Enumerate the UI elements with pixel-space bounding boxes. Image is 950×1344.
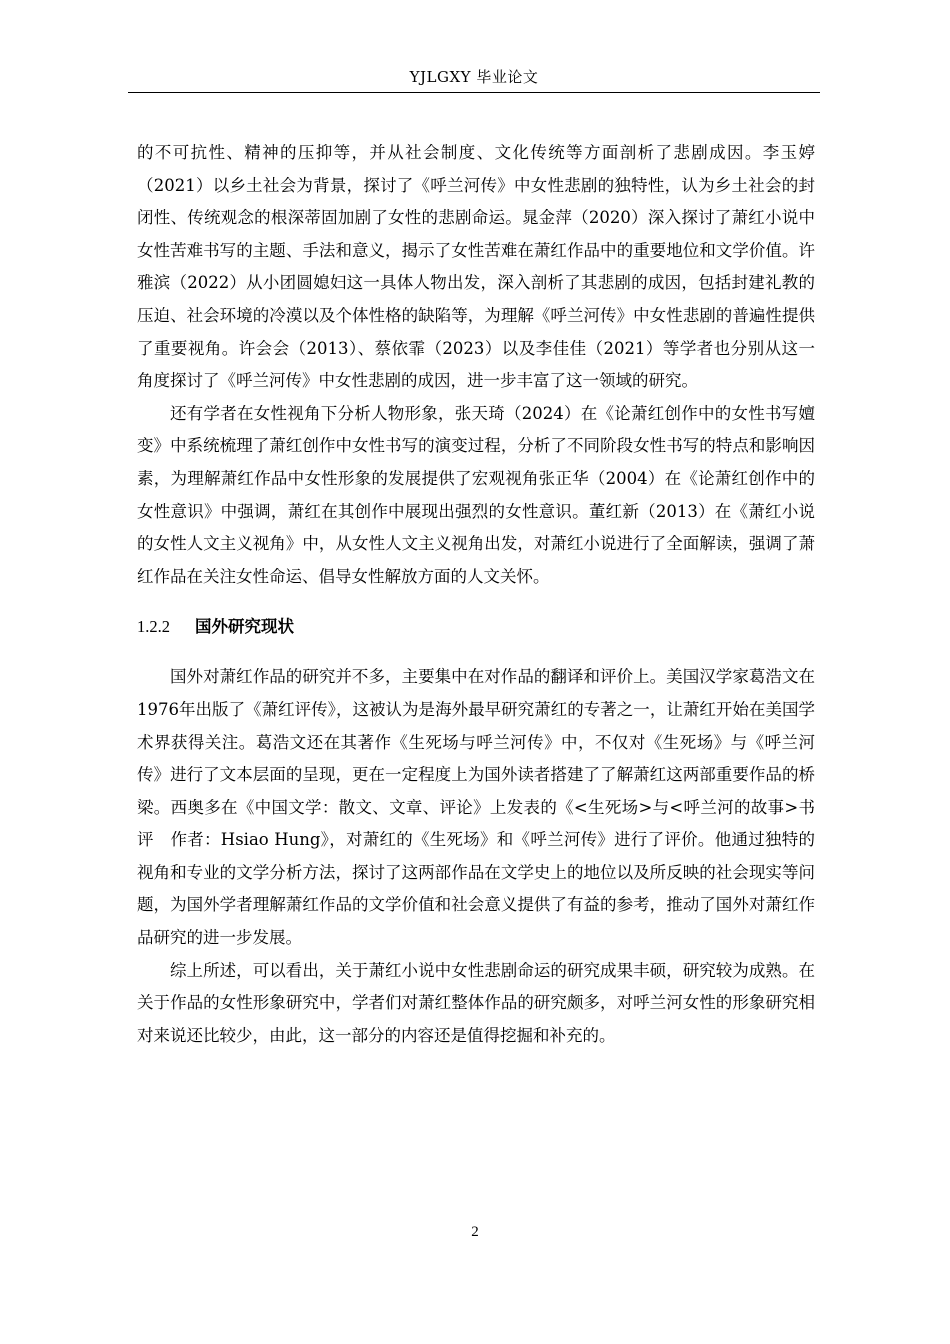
header-title: YJLGXY 毕业论文 <box>409 68 539 86</box>
page-header <box>128 62 820 93</box>
body-paragraph: 综上所述，可以看出，关于萧红小说中女性悲剧命运的研究成果丰硕，研究较为成熟。在关于作品的女性形象研究中，学者们对萧红整体作品的研究颇多，对呼兰河女性的形象研究相对来说还比较少，由此，这一部分的内容还是值得挖掘和补充的。 <box>137 960 815 1045</box>
section-heading <box>137 612 815 642</box>
page-number: 2 <box>471 1224 479 1240</box>
section-number: 1.2.2 <box>137 617 170 637</box>
body-paragraph: 国外对萧红作品的研究并不多，主要集中在对作品的翻译和评价上。美国汉学家葛浩文在1976年出版了《萧红评传》，这被认为是海外最早研究萧红的专著之一，让萧红开始在美国学术界获得关注。葛浩文还在其著作《生死场与呼兰河传》中，不仅对《生死场》与《呼兰河传》进行了文本层面的呈现，更在一定程度上为国外读者搭建了了解萧红这两部重要作品的桥梁。西奥多在《中国文学：散文、文章、评论》上发表的《<生死场>与<呼兰河的故事>书评 作者：Hsiao Hung》，对萧红的《生死场》和《呼兰河传》进行了评价。他通过独特的视角和专业的文学分析方法，探讨了这两部作品在文学史上的地位以及所反映的社会现实等问题，为国外学者理解萧红作品的文学价值和社会意义提供了有益的参考，推动了国外对萧红作品研究的进一步发展。 <box>137 667 815 948</box>
section-title: 国外研究现状 <box>195 617 294 637</box>
body-paragraph: 还有学者在女性视角下分析人物形象，张天琦（2024）在《论萧红创作中的女性书写嬗变》中系统梳理了萧红创作中女性书写的演变过程，分析了不同阶段女性书写的特点和影响因素，为理解萧红作品中女性形象的发展提供了宏观视角张正华（2004）在《论萧红创作中的女性意识》中强调，萧红在其创作中展现出强烈的女性意识。董红新（2013）在《萧红小说的女性人文主义视角》中，从女性人文主义视角出发，对萧红小说进行了全面解读，强调了萧红作品在关注女性命运、倡导女性解放方面的人文关怀。 <box>137 403 815 586</box>
page-footer <box>0 1224 950 1241</box>
body-paragraph: 的不可抗性、精神的压抑等，并从社会制度、文化传统等方面剖析了悲剧成因。李玉婷（2021）以乡土社会为背景，探讨了《呼兰河传》中女性悲剧的独特性，认为乡土社会的封闭性、传统观念的根深蒂固加剧了女性的悲剧命运。晁金萍（2020）深入探讨了萧红小说中女性苦难书写的主题、手法和意义，揭示了女性苦难在萧红作品中的重要地位和文学价值。许雅滨（2022）从小团圆媳妇这一具体人物出发，深入剖析了其悲剧的成因，包括封建礼教的压迫、社会环境的冷漠以及个体性格的缺陷等，为理解《呼兰河传》中女性悲剧的普遍性提供了重要视角。许会会（2013）、蔡依霏（2023）以及李佳佳（2021）等学者也分别从这一角度探讨了《呼兰河传》中女性悲剧的成因，进一步丰富了这一领域的研究。 <box>137 143 815 391</box>
document-body <box>137 137 815 1052</box>
